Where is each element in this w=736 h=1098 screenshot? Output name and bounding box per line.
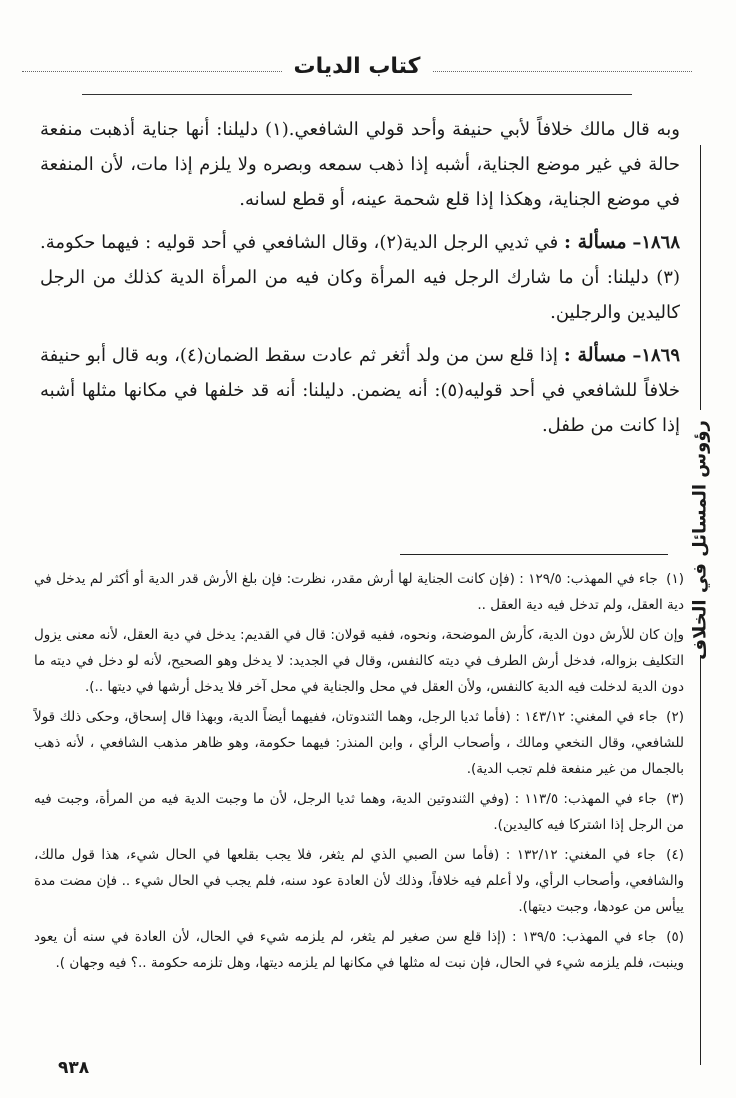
footnote-number: (٤) (666, 847, 684, 863)
footnote-divider (400, 554, 668, 555)
running-header (22, 52, 692, 92)
question-1868 (40, 225, 680, 330)
footnote-1-continued: وإن كان للأرش دون الدية، كأرش الموضحة، ونحوه، ففيه قولان: قال في القديم: يدخل في دية العقل، لأنه معنى يزول التكليف بزواله، فدخل أرش الطرف في ديته كالنفس، وقال في الجديد: لا يدخل وهو الصحيح، لأنه لو دخل في ديته ما دون الدية لدخلت فيه الدية كالنفس، ولأن العقل في محل والجناية في محل آخر فلا يدخل أرشها في ديتها ..). (34, 627, 684, 695)
question-label: مسألة : (563, 344, 627, 366)
footnote-number: (٣) (666, 791, 684, 807)
footnote-number: (٥) (666, 929, 685, 945)
footnote-number: (١) (666, 571, 684, 587)
page-number: ٩٣٨ (58, 1058, 90, 1078)
footnotes (34, 566, 684, 980)
footnote-number: (٢) (666, 709, 684, 725)
question-number: ١٨٦٩– (632, 345, 680, 366)
question-text: إذا قلع سن من ولد أثغر ثم عادت سقط الضمان(٤)، وبه قال أبو حنيفة خلافاً للشافعي في أحد قوليه(٥): أنه يضمن. دليلنا: أنه قد خلفها في مكانها مثلها أشبه إذا كانت من طفل. (40, 345, 680, 436)
question-label: مسألة : (563, 231, 627, 253)
question-number: ١٨٦٨– (632, 232, 680, 253)
question-text: في ثديي الرجل الدية(٢)، وقال الشافعي في أحد قوليه : فيهما حكومة.(٣) دليلنا: أن ما شارك الرجل فيه المرأة وكان فيه من المرأة الدية كذلك من الرجل كاليدين والرجلين. (40, 232, 680, 323)
side-rule-bottom (700, 655, 701, 1065)
header-title (22, 54, 692, 79)
footnote-1 (34, 566, 684, 618)
footnote-text: جاء في المغني: ١٤٣/١٢ : (فأما ثديا الرجل، وهما الثندوتان، ففيهما أيضاً الدية، وبهذا قال إسحاق، وحكى ذلك قولاً للشافعي، وقال النخعي ومالك ، وأصحاب الرأي ، وابن المنذر: فيهما حكومة، وهو ظاهر مذهب الشافعي ، لأنه ذهب بالجمال من غير منفعة فلم تجب الدية). (34, 709, 684, 777)
footnote-3 (34, 786, 684, 838)
header-title-text: كتاب الديات (282, 54, 433, 79)
side-rule-top (700, 145, 701, 410)
main-text (40, 112, 680, 451)
footnote-text: جاء في المهذب: ١٢٩/٥ : (فإن كانت الجناية لها أرش مقدر، نظرت: فإن بلغ الأرش قدر الدية أو أكثر لم يدخل في دية العقل، ولم تدخل فيه دية العقل .. (34, 571, 684, 613)
question-1869 (40, 338, 680, 443)
side-running-title-text: رؤوس المسائل في الخلاف (689, 420, 711, 660)
footnote-4 (34, 842, 684, 920)
footnote-text: جاء في المهذب: ١٣٩/٥ : (إذا قلع سن صغير لم يثغر، لم يلزمه شيء في الحال، لأن العادة في سنه أن يعود وينبت، فلم يلزمه شيء في الحال، فإن نبت له مثلها في مكانها لم يلزمه ديتها، وهل تلزمه حكومة ..؟ فيه وجهان ). (34, 929, 684, 971)
footnote-2 (34, 704, 684, 782)
footnote-5 (34, 924, 684, 976)
footnote-text: جاء في المغني: ١٣٢/١٢ : (فأما سن الصبي الذي لم يثغر، فلا يجب بقلعها في الحال شيء، هذا قول مالك، والشافعي، وأصحاب الرأي، ولا أعلم فيه خلافاً، وذلك لأن العادة عود سنه، فلم يجب في الحال شيء .. فإن مضت مدة ييأس من عودها، وجبت ديتها). (34, 847, 684, 915)
footnote-text: جاء في المهذب: ١١٣/٥ : (وفي الثندوتين الدية، وهما ثديا الرجل، لأن ما وجبت الدية فيه من المرأة، وجبت فيه من الرجل إذا اشتركا فيه كاليدين). (34, 791, 684, 833)
paragraph-1: وبه قال مالك خلافاً لأبي حنيفة وأحد قولي الشافعي.(١) دليلنا: أنها جناية أذهبت منفعة حالة في غير موضع الجناية، أشبه إذا ذهب سمعه وبصره ولا يلزم إذا مات، لأن المنفعة في موضع الجناية، وهكذا إذا قلع شحمة عينه، أو قطع لسانه. (40, 119, 681, 210)
header-underline (82, 94, 632, 95)
